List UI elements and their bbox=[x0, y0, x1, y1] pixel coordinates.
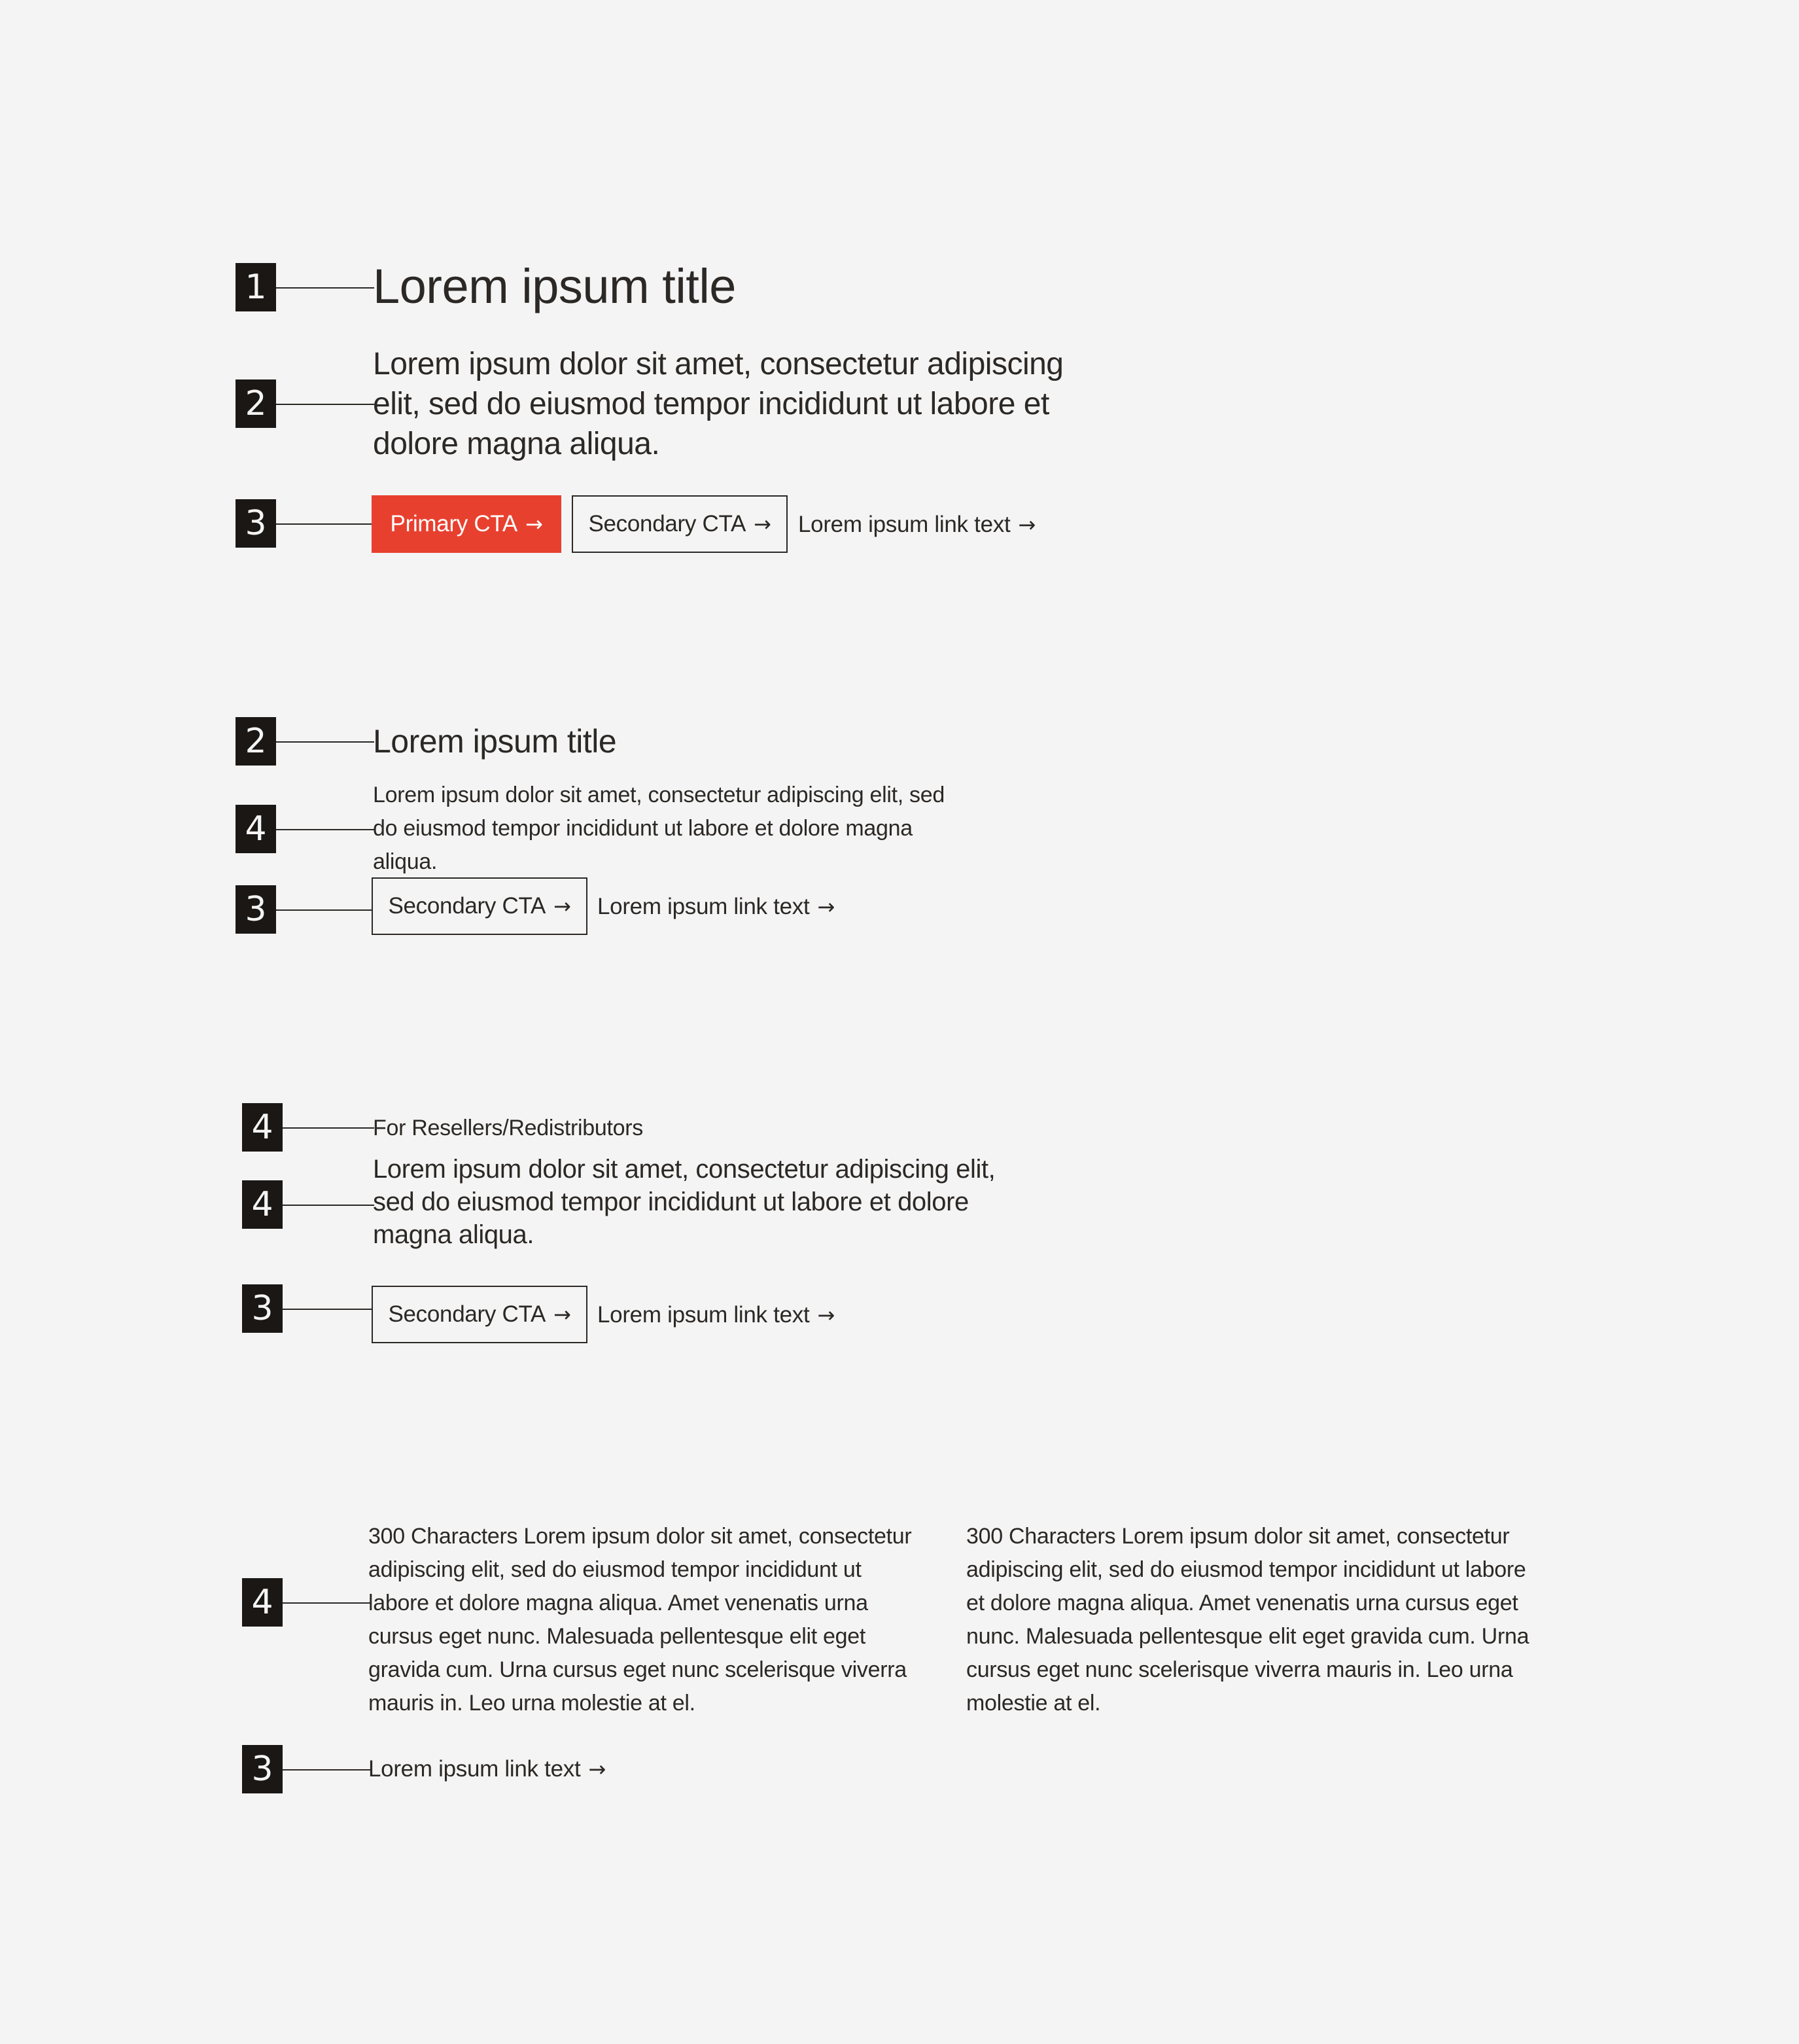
annotation-connector bbox=[283, 1309, 373, 1310]
annotation-connector bbox=[276, 909, 373, 911]
annotation-marker: 3 bbox=[236, 499, 276, 548]
arrow-right-icon: → bbox=[525, 512, 543, 537]
annotation-marker: 4 bbox=[242, 1103, 283, 1152]
annotation-connector bbox=[276, 829, 374, 830]
annotation-connector bbox=[276, 287, 374, 289]
text-column-left: 300 Characters Lorem ipsum dolor sit amet, consectetur adipiscing elit, sed do eiusmod tempor incididunt ut labore et dolore magna aliqua. Amet venenatis urna cursus eget nunc. Malesuada pellentesque elit eget gravida cum. Urna cursus eget nunc scelerisque viverra mauris in. Leo urna molestie at el. bbox=[368, 1524, 912, 1716]
secondary-cta-label: Secondary CTA bbox=[388, 1301, 546, 1327]
annotation-marker: 3 bbox=[236, 885, 276, 934]
primary-cta-button[interactable] bbox=[372, 495, 561, 553]
annotation-marker: 4 bbox=[242, 1180, 283, 1229]
arrow-right-icon: → bbox=[553, 1302, 571, 1327]
arrow-right-icon: → bbox=[588, 1757, 606, 1782]
section-description: Lorem ipsum dolor sit amet, consectetur adipiscing elit, sed do eiusmod tempor incididunt ut labore et dolore magna aliqua. bbox=[373, 783, 945, 874]
hero-description: Lorem ipsum dolor sit amet, consectetur adipiscing elit, sed do eiusmod tempor incididunt ut labore et dolore magna aliqua. bbox=[373, 347, 1064, 461]
secondary-cta-button[interactable] bbox=[372, 877, 587, 935]
arrow-right-icon: → bbox=[1018, 512, 1036, 537]
text-link[interactable] bbox=[798, 496, 1036, 554]
eyebrow-label: For Resellers/Redistributors bbox=[373, 1116, 643, 1140]
annotation-marker: 4 bbox=[242, 1578, 283, 1627]
annotation-connector bbox=[283, 1127, 374, 1129]
annotation-connector bbox=[276, 523, 373, 525]
secondary-cta-button[interactable] bbox=[372, 1286, 587, 1343]
annotation-marker: 2 bbox=[236, 379, 276, 428]
annotation-marker: 3 bbox=[242, 1284, 283, 1333]
text-link[interactable] bbox=[368, 1740, 606, 1798]
text-link-label: Lorem ipsum link text bbox=[368, 1756, 581, 1782]
annotation-connector bbox=[283, 1769, 370, 1771]
arrow-right-icon: → bbox=[817, 894, 835, 919]
arrow-right-icon: → bbox=[553, 894, 571, 919]
text-column-right: 300 Characters Lorem ipsum dolor sit amet, consectetur adipiscing elit, sed do eiusmod tempor incididunt ut labore et dolore magna aliqua. Amet venenatis urna cursus eget nunc. Malesuada pellentesque elit eget gravida cum. Urna cursus eget nunc scelerisque viverra mauris in. Leo urna molestie at el. bbox=[966, 1524, 1529, 1716]
arrow-right-icon: → bbox=[754, 512, 771, 537]
text-link-label: Lorem ipsum link text bbox=[597, 1302, 810, 1328]
annotation-connector bbox=[276, 741, 374, 743]
annotation-marker: 3 bbox=[242, 1745, 283, 1793]
secondary-cta-label: Secondary CTA bbox=[588, 511, 746, 537]
text-link[interactable] bbox=[597, 1286, 835, 1344]
annotation-marker: 4 bbox=[236, 805, 276, 853]
text-link[interactable] bbox=[597, 878, 835, 936]
text-link-label: Lorem ipsum link text bbox=[798, 512, 1011, 537]
secondary-cta-button[interactable] bbox=[572, 495, 788, 553]
primary-cta-label: Primary CTA bbox=[390, 511, 517, 537]
section-description: Lorem ipsum dolor sit amet, consectetur adipiscing elit, sed do eiusmod tempor incididunt ut labore et dolore magna aliqua. bbox=[373, 1155, 996, 1249]
text-link-label: Lorem ipsum link text bbox=[597, 894, 810, 919]
annotation-connector bbox=[276, 404, 374, 405]
secondary-cta-label: Secondary CTA bbox=[388, 893, 546, 919]
annotation-marker: 2 bbox=[236, 717, 276, 766]
arrow-right-icon: → bbox=[817, 1303, 835, 1328]
annotation-connector bbox=[283, 1602, 370, 1604]
hero-title: Lorem ipsum title bbox=[373, 259, 736, 313]
annotation-marker: 1 bbox=[236, 263, 276, 311]
annotation-connector bbox=[283, 1205, 374, 1206]
section-title: Lorem ipsum title bbox=[373, 723, 617, 760]
